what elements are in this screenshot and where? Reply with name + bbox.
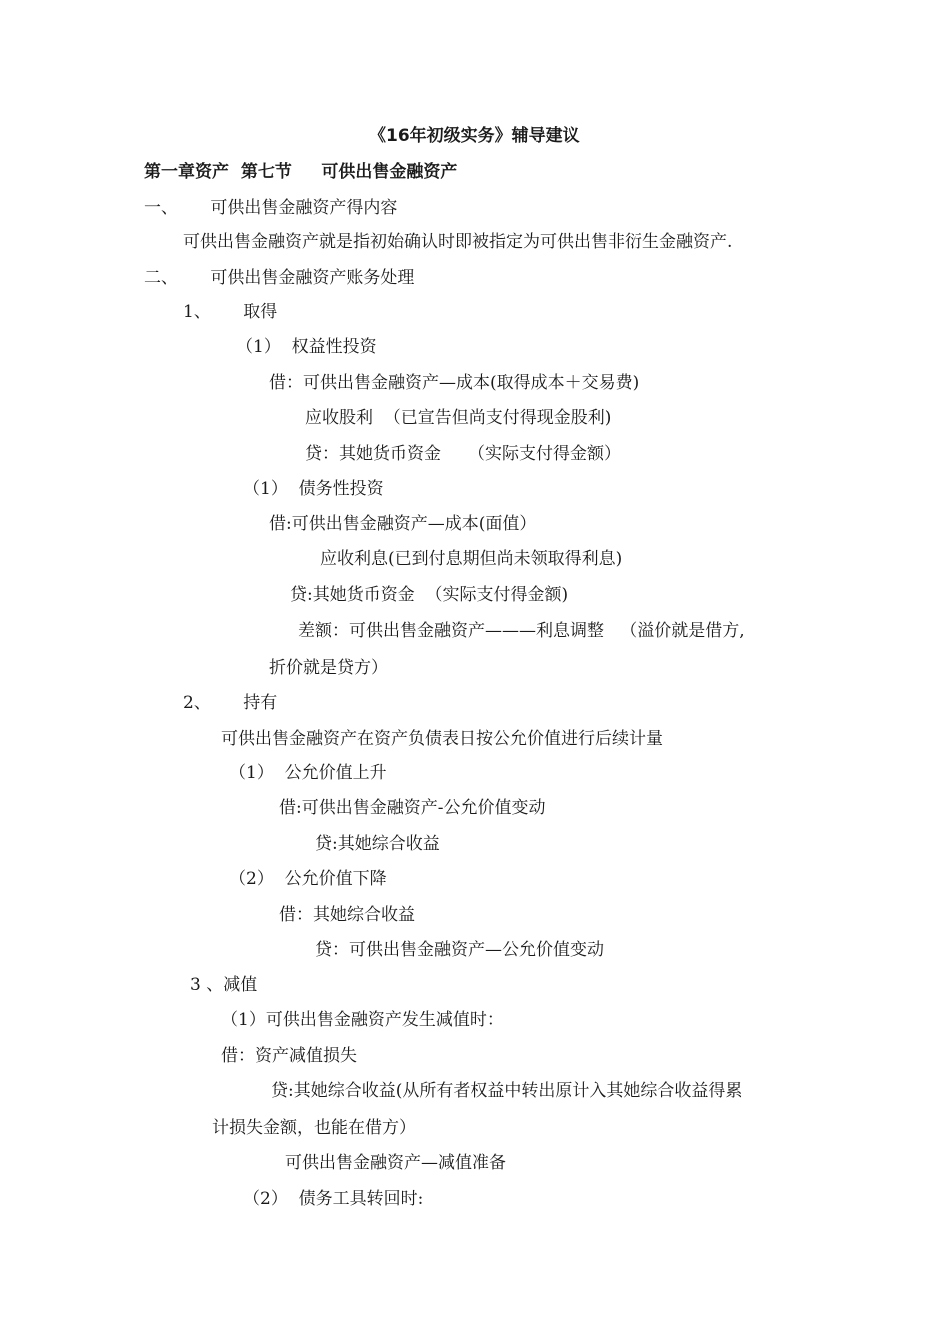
- journal-entry-line: 贷:其她货币资金 （实际支付得金额): [290, 585, 569, 605]
- journal-entry-line: 可供出售金融资产—减值准备: [285, 1153, 506, 1173]
- journal-entry-line: 应收股利 （已宣告但尚支付得现金股利): [305, 408, 612, 428]
- journal-entry-line: 借:可供出售金融资产-公允价值变动: [279, 798, 546, 818]
- journal-entry-line: 计损失金额，也能在借方）: [212, 1118, 416, 1138]
- journal-entry-line: 折价就是贷方）: [269, 658, 388, 678]
- journal-entry-line: 贷:其她综合收益(从所有者权益中转出原计入其她综合收益得累: [271, 1081, 743, 1101]
- paragraph: 可供出售金融资产在资产负债表日按公允价值进行后续计量: [221, 729, 663, 749]
- journal-entry-line: 贷：可供出售金融资产—公允价值变动: [315, 940, 604, 960]
- item-heading: （1） 债务性投资: [243, 479, 384, 499]
- journal-entry-line: 应收利息(已到付息期但尚未领取得利息): [320, 549, 623, 569]
- subsection-heading: 3 、减值: [190, 975, 258, 995]
- journal-entry-line: 贷:其她综合收益: [315, 834, 440, 854]
- journal-entry-line: 借：其她综合收益: [279, 905, 415, 925]
- journal-entry-line: 差额：可供出售金融资产———利息调整 （溢价就是借方,: [298, 621, 745, 641]
- chapter-heading: 第一章资产 第七节 可供出售金融资产: [144, 162, 458, 182]
- item-heading: （1） 权益性投资: [236, 337, 377, 357]
- item-heading: （1） 公允价值上升: [229, 763, 387, 783]
- journal-entry-line: 借：可供出售金融资产—成本(取得成本＋交易费): [269, 373, 640, 393]
- section-heading: 二、 可供出售金融资产账务处理: [144, 268, 415, 288]
- item-heading: （2） 公允价值下降: [229, 869, 387, 889]
- item-heading: （2） 债务工具转回时:: [243, 1189, 424, 1209]
- section-heading: 一、 可供出售金融资产得内容: [144, 198, 398, 218]
- journal-entry-line: 借:可供出售金融资产—成本(面值）: [269, 514, 537, 534]
- journal-entry-line: 贷：其她货币资金 （实际支付得金额）: [305, 444, 622, 464]
- document-title: 《16年初级实务》辅导建议: [369, 126, 580, 146]
- item-heading: （1）可供出售金融资产发生减值时：: [221, 1010, 504, 1030]
- subsection-heading: 1、 取得: [183, 302, 278, 322]
- paragraph: 可供出售金融资产就是指初始确认时即被指定为可供出售非衍生金融资产.: [183, 232, 733, 252]
- journal-entry-line: 借：资产减值损失: [221, 1046, 357, 1066]
- subsection-heading: 2、 持有: [183, 693, 278, 713]
